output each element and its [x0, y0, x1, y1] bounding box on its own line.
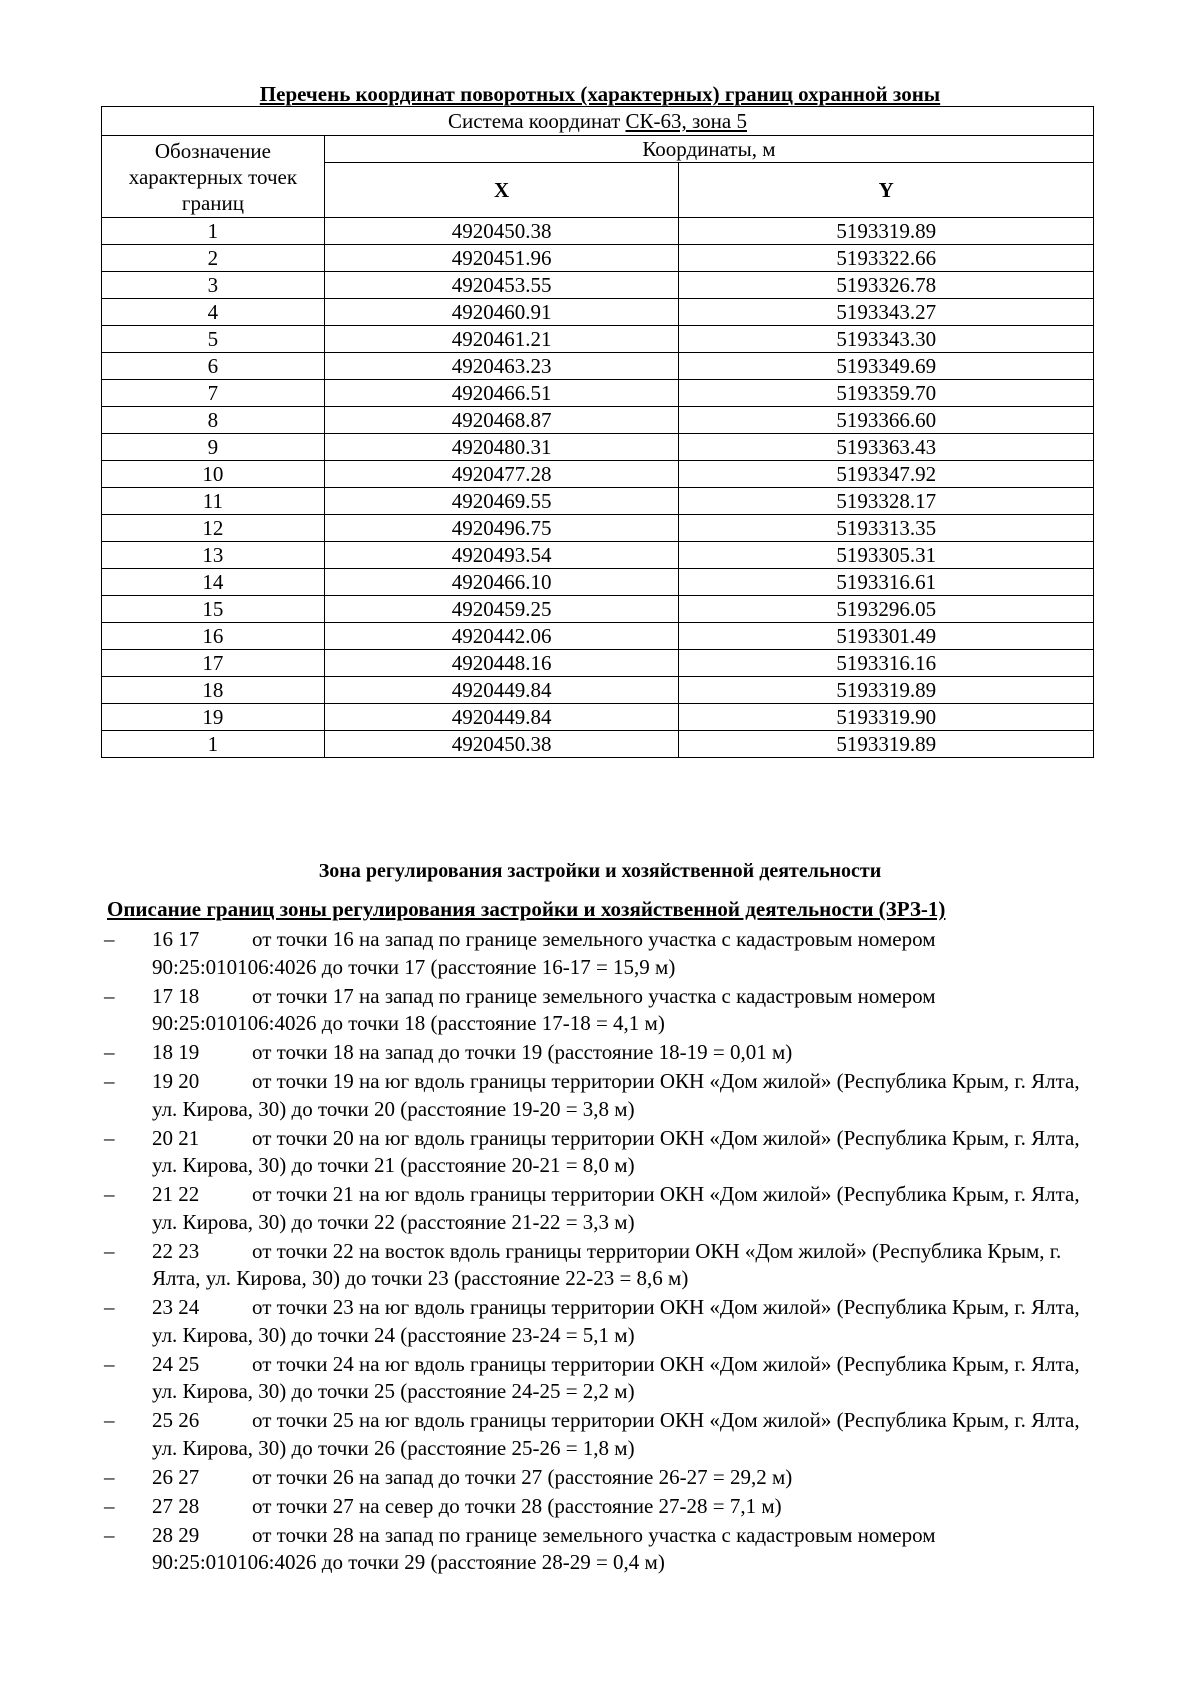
segment-description: от точки 22 на восток вдоль границы территории ОКН «Дом жилой» (Республика Крым, г. Ялта, ул. Кирова, 30) до точки 23 (расстояние 22-23 = 8,6 м) [152, 1238, 1062, 1290]
table-row [102, 515, 1094, 542]
dash-bullet-icon: – [104, 927, 115, 951]
list-item [104, 1294, 1094, 1349]
cell-y: 5193326.78 [679, 272, 1094, 299]
list-item [104, 1407, 1094, 1462]
dash-bullet-icon: – [104, 1522, 115, 1547]
table-row [102, 380, 1094, 407]
cell-point: 10 [102, 461, 325, 488]
cell-point: 6 [102, 353, 325, 380]
dash-bullet-icon: – [104, 1040, 115, 1064]
cell-point: 9 [102, 434, 325, 461]
segment-description: от точки 23 на юг вдоль границы территории ОКН «Дом жилой» (Республика Крым, г. Ялта, ул. Кирова, 30) до точки 24 (расстояние 23-24 = 5,1 м) [152, 1295, 1080, 1347]
table-row [102, 731, 1094, 758]
description-title: Описание границ зоны регулирования застройки и хозяйственной деятельности (ЗРЗ-1) [107, 897, 946, 921]
cell-y: 5193349.69 [679, 353, 1094, 380]
cell-x: 4920449.84 [324, 677, 679, 704]
coordinate-system-name: СК-63, зона 5 [625, 109, 747, 133]
dash-bullet-icon: – [104, 1351, 115, 1376]
segment-label: 24 25 [152, 1351, 200, 1376]
boundary-description-list [104, 926, 1094, 1578]
cell-point: 3 [102, 272, 325, 299]
list-item [104, 1039, 1094, 1067]
cell-point: 1 [102, 731, 325, 758]
cell-x: 4920460.91 [324, 299, 679, 326]
cell-y: 5193296.05 [679, 596, 1094, 623]
table-row [102, 461, 1094, 488]
table-row [102, 218, 1094, 245]
cell-y: 5193301.49 [679, 623, 1094, 650]
list-item [104, 983, 1094, 1038]
cell-point: 13 [102, 542, 325, 569]
cell-x: 4920466.10 [324, 569, 679, 596]
dash-bullet-icon: – [104, 1069, 115, 1093]
cell-y: 5193347.92 [679, 461, 1094, 488]
segment-description: от точки 27 на север до точки 28 (расстояние 27-28 = 7,1 м) [252, 1493, 782, 1518]
dash-bullet-icon: – [104, 1182, 115, 1206]
cell-y: 5193343.27 [679, 299, 1094, 326]
cell-y: 5193316.61 [679, 569, 1094, 596]
cell-y: 5193316.16 [679, 650, 1094, 677]
cell-x: 4920459.25 [324, 596, 679, 623]
cell-x: 4920480.31 [324, 434, 679, 461]
table-row [102, 299, 1094, 326]
list-item [104, 1238, 1094, 1293]
table-row [102, 623, 1094, 650]
segment-description: от точки 18 на запад до точки 19 (расстояние 18-19 = 0,01 м) [252, 1040, 793, 1064]
cell-x: 4920449.84 [324, 704, 679, 731]
cell-x: 4920450.38 [324, 218, 679, 245]
cell-x: 4920453.55 [324, 272, 679, 299]
dash-bullet-icon: – [104, 1295, 115, 1319]
table-row [102, 488, 1094, 515]
coordinates-table [101, 106, 1094, 758]
table-row [102, 677, 1094, 704]
segment-description: от точки 19 на юг вдоль границы территории ОКН «Дом жилой» (Республика Крым, г. Ялта, ул. Кирова, 30) до точки 20 (расстояние 19-20 = 3,8 м) [152, 1069, 1080, 1121]
table-row [102, 434, 1094, 461]
segment-description: от точки 17 на запад по границе земельного участка с кадастровым номером 90:25:010106:4026 до точки 18 (расстояние 17-18 = 4,1 м) [152, 983, 936, 1035]
list-item [104, 926, 1094, 981]
segment-label: 17 18 [152, 983, 200, 1008]
segment-label: 26 27 [152, 1464, 200, 1489]
table-row [102, 326, 1094, 353]
list-item [104, 1522, 1094, 1577]
segment-description: от точки 16 на запад по границе земельного участка с кадастровым номером 90:25:010106:4026 до точки 17 (расстояние 16-17 = 15,9 м) [152, 927, 936, 979]
segment-label: 21 22 [152, 1182, 200, 1206]
cell-point: 18 [102, 677, 325, 704]
dash-bullet-icon: – [104, 1464, 115, 1489]
cell-point: 14 [102, 569, 325, 596]
dash-bullet-icon: – [104, 1408, 115, 1432]
table-row [102, 245, 1094, 272]
table-row [102, 704, 1094, 731]
cell-point: 1 [102, 218, 325, 245]
cell-point: 8 [102, 407, 325, 434]
list-item [104, 1068, 1094, 1123]
page-title: Перечень координат поворотных (характерных) границ охранной зоны [259, 82, 941, 106]
column-header-designation: Обозначение характерных точек границ [102, 136, 325, 218]
segment-description: от точки 28 на запад по границе земельного участка с кадастровым номером 90:25:010106:4026 до точки 29 (расстояние 28-29 = 0,4 м) [152, 1522, 936, 1574]
list-item [104, 1464, 1094, 1492]
cell-x: 4920468.87 [324, 407, 679, 434]
cell-point: 15 [102, 596, 325, 623]
cell-y: 5193363.43 [679, 434, 1094, 461]
dash-bullet-icon: – [104, 983, 115, 1008]
segment-label: 23 24 [152, 1295, 200, 1319]
list-item [104, 1493, 1094, 1521]
cell-y: 5193313.35 [679, 515, 1094, 542]
segment-description: от точки 26 на запад до точки 27 (расстояние 26-27 = 29,2 м) [252, 1464, 793, 1489]
segment-label: 28 29 [152, 1522, 200, 1547]
cell-y: 5193319.90 [679, 704, 1094, 731]
segment-label: 27 28 [152, 1493, 200, 1518]
list-item [104, 1351, 1094, 1406]
segment-label: 20 21 [152, 1125, 200, 1150]
list-item [104, 1181, 1094, 1236]
segment-description: от точки 21 на юг вдоль границы территории ОКН «Дом жилой» (Республика Крым, г. Ялта, ул. Кирова, 30) до точки 22 (расстояние 21-22 = 3,3 м) [152, 1182, 1080, 1234]
cell-y: 5193305.31 [679, 542, 1094, 569]
cell-x: 4920463.23 [324, 353, 679, 380]
cell-y: 5193319.89 [679, 677, 1094, 704]
table-system-row [102, 107, 1094, 136]
table-row [102, 407, 1094, 434]
cell-point: 17 [102, 650, 325, 677]
dash-bullet-icon: – [104, 1125, 115, 1150]
section-title: Зона регулирования застройки и хозяйственной деятельности [318, 860, 882, 882]
segment-label: 25 26 [152, 1408, 200, 1432]
cell-point: 7 [102, 380, 325, 407]
column-header-x: X [324, 163, 679, 218]
cell-x: 4920461.21 [324, 326, 679, 353]
cell-x: 4920469.55 [324, 488, 679, 515]
cell-y: 5193322.66 [679, 245, 1094, 272]
dash-bullet-icon: – [104, 1493, 115, 1518]
cell-x: 4920451.96 [324, 245, 679, 272]
column-header-coordinates: Координаты, м [324, 136, 1093, 163]
cell-x: 4920493.54 [324, 542, 679, 569]
cell-y: 5193328.17 [679, 488, 1094, 515]
cell-y: 5193359.70 [679, 380, 1094, 407]
cell-x: 4920450.38 [324, 731, 679, 758]
table-row [102, 353, 1094, 380]
table-row [102, 596, 1094, 623]
coordinate-system-label: Система координат [447, 109, 626, 133]
cell-x: 4920442.06 [324, 623, 679, 650]
segment-label: 22 23 [152, 1238, 200, 1263]
cell-point: 2 [102, 245, 325, 272]
list-item [104, 1125, 1094, 1180]
table-header-row [102, 136, 1094, 163]
cell-x: 4920496.75 [324, 515, 679, 542]
dash-bullet-icon: – [104, 1238, 115, 1263]
table-row [102, 569, 1094, 596]
segment-description: от точки 24 на юг вдоль границы территории ОКН «Дом жилой» (Республика Крым, г. Ялта, ул. Кирова, 30) до точки 25 (расстояние 24-25 = 2,2 м) [152, 1351, 1080, 1403]
coordinate-system-cell [102, 107, 1094, 136]
cell-point: 5 [102, 326, 325, 353]
segment-label: 18 19 [152, 1040, 200, 1064]
cell-point: 16 [102, 623, 325, 650]
cell-point: 11 [102, 488, 325, 515]
cell-y: 5193366.60 [679, 407, 1094, 434]
segment-label: 16 17 [152, 927, 200, 951]
cell-x: 4920477.28 [324, 461, 679, 488]
table-row [102, 650, 1094, 677]
cell-point: 4 [102, 299, 325, 326]
segment-description: от точки 25 на юг вдоль границы территории ОКН «Дом жилой» (Республика Крым, г. Ялта, ул. Кирова, 30) до точки 26 (расстояние 25-26 = 1,8 м) [152, 1408, 1080, 1460]
cell-x: 4920466.51 [324, 380, 679, 407]
cell-point: 12 [102, 515, 325, 542]
table-row [102, 542, 1094, 569]
table-row [102, 272, 1094, 299]
cell-y: 5193343.30 [679, 326, 1094, 353]
cell-y: 5193319.89 [679, 218, 1094, 245]
segment-label: 19 20 [152, 1069, 200, 1093]
segment-description: от точки 20 на юг вдоль границы территории ОКН «Дом жилой» (Республика Крым, г. Ялта, ул. Кирова, 30) до точки 21 (расстояние 20-21 = 8,0 м) [152, 1125, 1080, 1177]
cell-point: 19 [102, 704, 325, 731]
cell-x: 4920448.16 [324, 650, 679, 677]
column-header-y: Y [679, 163, 1094, 218]
cell-y: 5193319.89 [679, 731, 1094, 758]
